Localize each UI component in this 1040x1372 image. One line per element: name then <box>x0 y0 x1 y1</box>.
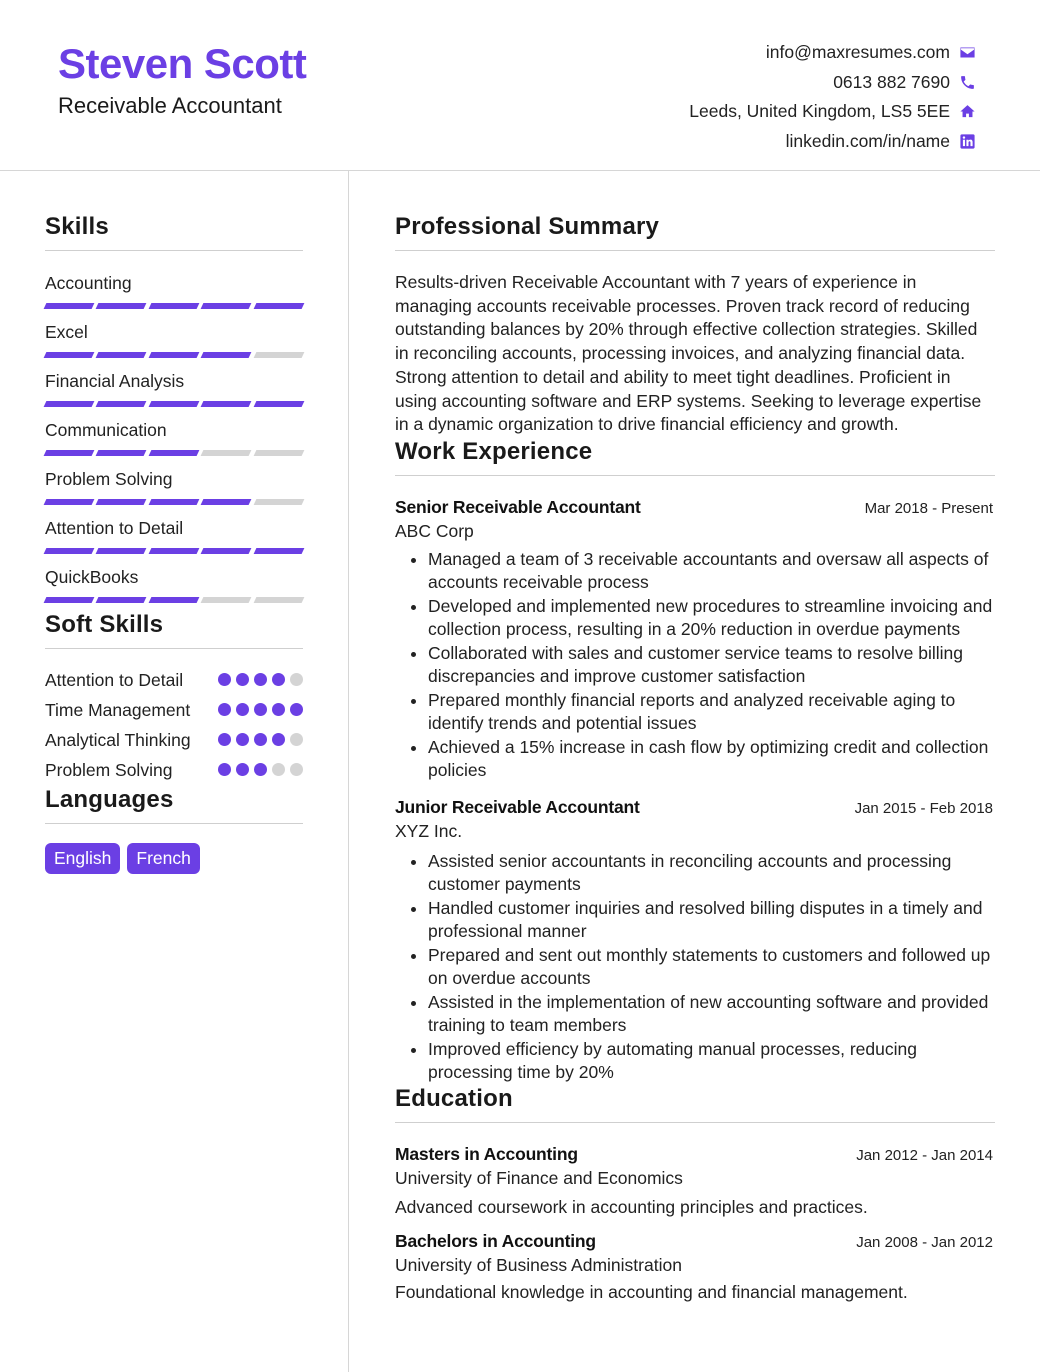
job-bullet: • Improved efficiency by automating manual processes, reducing processing time by 20% <box>428 1038 995 1085</box>
job-company: ABC Corp <box>395 520 474 541</box>
column-divider <box>348 171 349 1372</box>
job-bullet: • Prepared and sent out monthly statements to customers and followed up on overdue accounts <box>428 944 995 991</box>
job-title: Senior Receivable Accountant <box>395 496 641 517</box>
skill-level-segment <box>96 499 147 505</box>
job-bullets <box>395 850 995 1085</box>
rating-dot <box>290 673 303 686</box>
education-list <box>395 1144 995 1303</box>
education-heading: Education <box>395 1085 995 1123</box>
job-bullet: • Collaborated with sales and customer service teams to resolve billing discrepancies and improve customer satisfaction <box>428 642 995 689</box>
job-bullet: • Managed a team of 3 receivable accountants and oversaw all aspects of accounts receivable process <box>428 548 995 595</box>
left-column <box>45 213 303 874</box>
skill-level-segment <box>148 597 199 603</box>
skill-level-bar <box>45 597 303 603</box>
summary-text: Results-driven Receivable Accountant with 7 years of experience in managing accounts receivable processes. Proven track record of reducing outstanding balances by 20% through effective collection strategies. Skilled in reconciling accounts, processing invoices, and analyzing financial data. Strong attention to detail and ability to meet tight deadlines. Proficient in using accounting software and ERP systems. Seeking to leverage expertise in a dynamic organization to drive financial efficiency and growth. <box>395 272 982 435</box>
soft-skill-rating <box>218 763 303 776</box>
candidate-name: Steven Scott <box>58 40 307 87</box>
contact-email[interactable] <box>689 38 976 68</box>
skill-level-segment <box>201 597 252 603</box>
skill-level-segment <box>44 548 95 554</box>
rating-dot <box>272 763 285 776</box>
skill-level-segment <box>253 597 304 603</box>
job-bullet: • Achieved a 15% increase in cash flow by optimizing credit and collection policies <box>428 736 995 783</box>
rating-dot <box>254 733 267 746</box>
rating-dot <box>290 703 303 716</box>
skill-level-bar <box>45 548 303 554</box>
skill-item <box>45 320 303 358</box>
rating-dot <box>236 733 249 746</box>
jobs-list <box>395 497 995 1085</box>
contact-list <box>689 38 976 156</box>
rating-dot <box>272 733 285 746</box>
experience-heading: Work Experience <box>395 438 995 476</box>
rating-dot <box>254 673 267 686</box>
contact-address <box>689 97 976 127</box>
rating-dot <box>290 763 303 776</box>
candidate-role: Receivable Accountant <box>58 93 282 118</box>
job-date: Mar 2018 - Present <box>864 499 993 517</box>
skill-level-segment <box>253 548 304 554</box>
education-date: Jan 2008 - Jan 2012 <box>856 1233 993 1251</box>
skill-level-segment <box>148 450 199 456</box>
skill-level-segment <box>44 499 95 505</box>
job-entry <box>395 497 995 783</box>
education-description: Advanced coursework in accounting principles and practices. <box>395 1196 868 1217</box>
soft-skill-item <box>45 758 303 782</box>
skill-level-segment <box>44 352 95 358</box>
soft-skill-name: Problem Solving <box>45 760 173 780</box>
skill-level-bar <box>45 401 303 407</box>
skill-level-segment <box>96 597 147 603</box>
skill-level-segment <box>44 597 95 603</box>
job-bullet: • Prepared monthly financial reports and analyzed receivable aging to identify trends and potential issues <box>428 689 995 736</box>
rating-dot <box>218 763 231 776</box>
skill-level-segment <box>96 352 147 358</box>
contact-phone[interactable] <box>689 68 976 98</box>
job-bullet: • Developed and implemented new procedures to streamline invoicing and collection process, resulting in a 20% reduction in overdue payments <box>428 595 995 642</box>
education-description: Foundational knowledge in accounting and financial management. <box>395 1281 908 1302</box>
job-bullet: • Handled customer inquiries and resolved billing disputes in a timely and professional manner <box>428 897 995 944</box>
skill-level-segment <box>96 450 147 456</box>
right-column <box>395 213 995 1303</box>
skill-level-bar <box>45 450 303 456</box>
contact-linkedin[interactable] <box>689 127 976 157</box>
skill-level-segment <box>201 548 252 554</box>
degree-title: Bachelors in Accounting <box>395 1230 596 1251</box>
rating-dot <box>254 763 267 776</box>
job-header <box>395 797 995 818</box>
skill-level-segment <box>148 548 199 554</box>
skill-level-segment <box>253 352 304 358</box>
skill-item <box>45 418 303 456</box>
soft-skill-name: Time Management <box>45 700 191 720</box>
skill-level-segment <box>253 499 304 505</box>
soft-skill-item <box>45 728 303 752</box>
email-text[interactable]: info@maxresumes.com <box>765 42 950 63</box>
soft-skill-item <box>45 698 303 722</box>
skill-level-segment <box>201 450 252 456</box>
skill-name: Excel <box>45 322 88 342</box>
job-bullet: • Assisted in the implementation of new accounting software and provided training to team members <box>428 991 995 1038</box>
rating-dot <box>218 703 231 716</box>
skill-level-bar <box>45 499 303 505</box>
resume-header <box>0 0 1040 171</box>
rating-dot <box>290 733 303 746</box>
skill-item <box>45 467 303 505</box>
skill-level-segment <box>148 401 199 407</box>
home-icon <box>958 103 976 121</box>
soft-skills-heading: Soft Skills <box>45 611 303 649</box>
skill-level-segment <box>201 303 252 309</box>
skill-level-segment <box>96 401 147 407</box>
rating-dot <box>236 763 249 776</box>
rating-dot <box>236 673 249 686</box>
skill-level-bar <box>45 352 303 358</box>
skill-level-segment <box>148 499 199 505</box>
skill-level-segment <box>201 401 252 407</box>
skill-item <box>45 369 303 407</box>
skill-name: Problem Solving <box>45 469 173 489</box>
soft-skill-name: Analytical Thinking <box>45 730 191 750</box>
rating-dot <box>272 673 285 686</box>
languages-heading: Languages <box>45 786 303 824</box>
job-bullet: • Assisted senior accountants in reconciling accounts and processing customer payments <box>428 850 995 897</box>
soft-skill-name: Attention to Detail <box>45 670 184 690</box>
rating-dot <box>254 703 267 716</box>
phone-text[interactable]: 0613 882 7690 <box>833 71 950 92</box>
job-company: XYZ Inc. <box>395 820 463 841</box>
skill-level-segment <box>201 499 252 505</box>
rating-dot <box>272 703 285 716</box>
job-title: Junior Receivable Accountant <box>395 796 640 817</box>
skill-name: Accounting <box>45 273 132 293</box>
degree-title: Masters in Accounting <box>395 1143 578 1164</box>
skill-name: Financial Analysis <box>45 371 185 391</box>
linkedin-icon <box>958 132 976 150</box>
skill-level-bar <box>45 303 303 309</box>
skill-level-segment <box>44 401 95 407</box>
skill-level-segment <box>253 303 304 309</box>
skill-item <box>45 271 303 309</box>
skill-level-segment <box>201 352 252 358</box>
job-bullets <box>395 548 995 783</box>
soft-skill-rating <box>218 703 303 716</box>
language-badge: English <box>45 843 120 874</box>
education-header <box>395 1144 995 1165</box>
job-date: Jan 2015 - Feb 2018 <box>854 799 993 817</box>
skill-item <box>45 516 303 554</box>
job-entry <box>395 797 995 1085</box>
skill-level-segment <box>44 303 95 309</box>
education-entry <box>395 1144 995 1218</box>
languages-list <box>45 843 303 874</box>
skill-level-segment <box>148 303 199 309</box>
rating-dot <box>236 703 249 716</box>
school-name: University of Finance and Economics <box>395 1167 683 1188</box>
soft-skills-list <box>45 668 303 782</box>
skill-level-segment <box>148 352 199 358</box>
summary-heading: Professional Summary <box>395 213 995 251</box>
skill-level-segment <box>253 450 304 456</box>
education-entry <box>395 1231 995 1303</box>
skill-item <box>45 565 303 603</box>
soft-skill-item <box>45 668 303 692</box>
soft-skill-rating <box>218 733 303 746</box>
soft-skill-rating <box>218 673 303 686</box>
skill-name: Attention to Detail <box>45 518 184 538</box>
skills-heading: Skills <box>45 213 303 251</box>
skill-level-segment <box>96 548 147 554</box>
skill-level-segment <box>44 450 95 456</box>
skill-name: QuickBooks <box>45 567 139 587</box>
job-header <box>395 497 995 518</box>
school-name: University of Business Administration <box>395 1254 682 1275</box>
address-text: Leeds, United Kingdom, LS5 5EE <box>689 101 950 122</box>
education-header <box>395 1231 995 1252</box>
skill-level-segment <box>253 401 304 407</box>
linkedin-text[interactable]: linkedin.com/in/name <box>785 130 950 151</box>
language-badge: French <box>127 843 199 874</box>
skill-level-segment <box>96 303 147 309</box>
skill-name: Communication <box>45 420 167 440</box>
phone-icon <box>958 73 976 91</box>
envelope-icon <box>958 44 976 62</box>
rating-dot <box>218 733 231 746</box>
skills-list <box>45 271 303 603</box>
rating-dot <box>218 673 231 686</box>
education-date: Jan 2012 - Jan 2014 <box>856 1146 993 1164</box>
